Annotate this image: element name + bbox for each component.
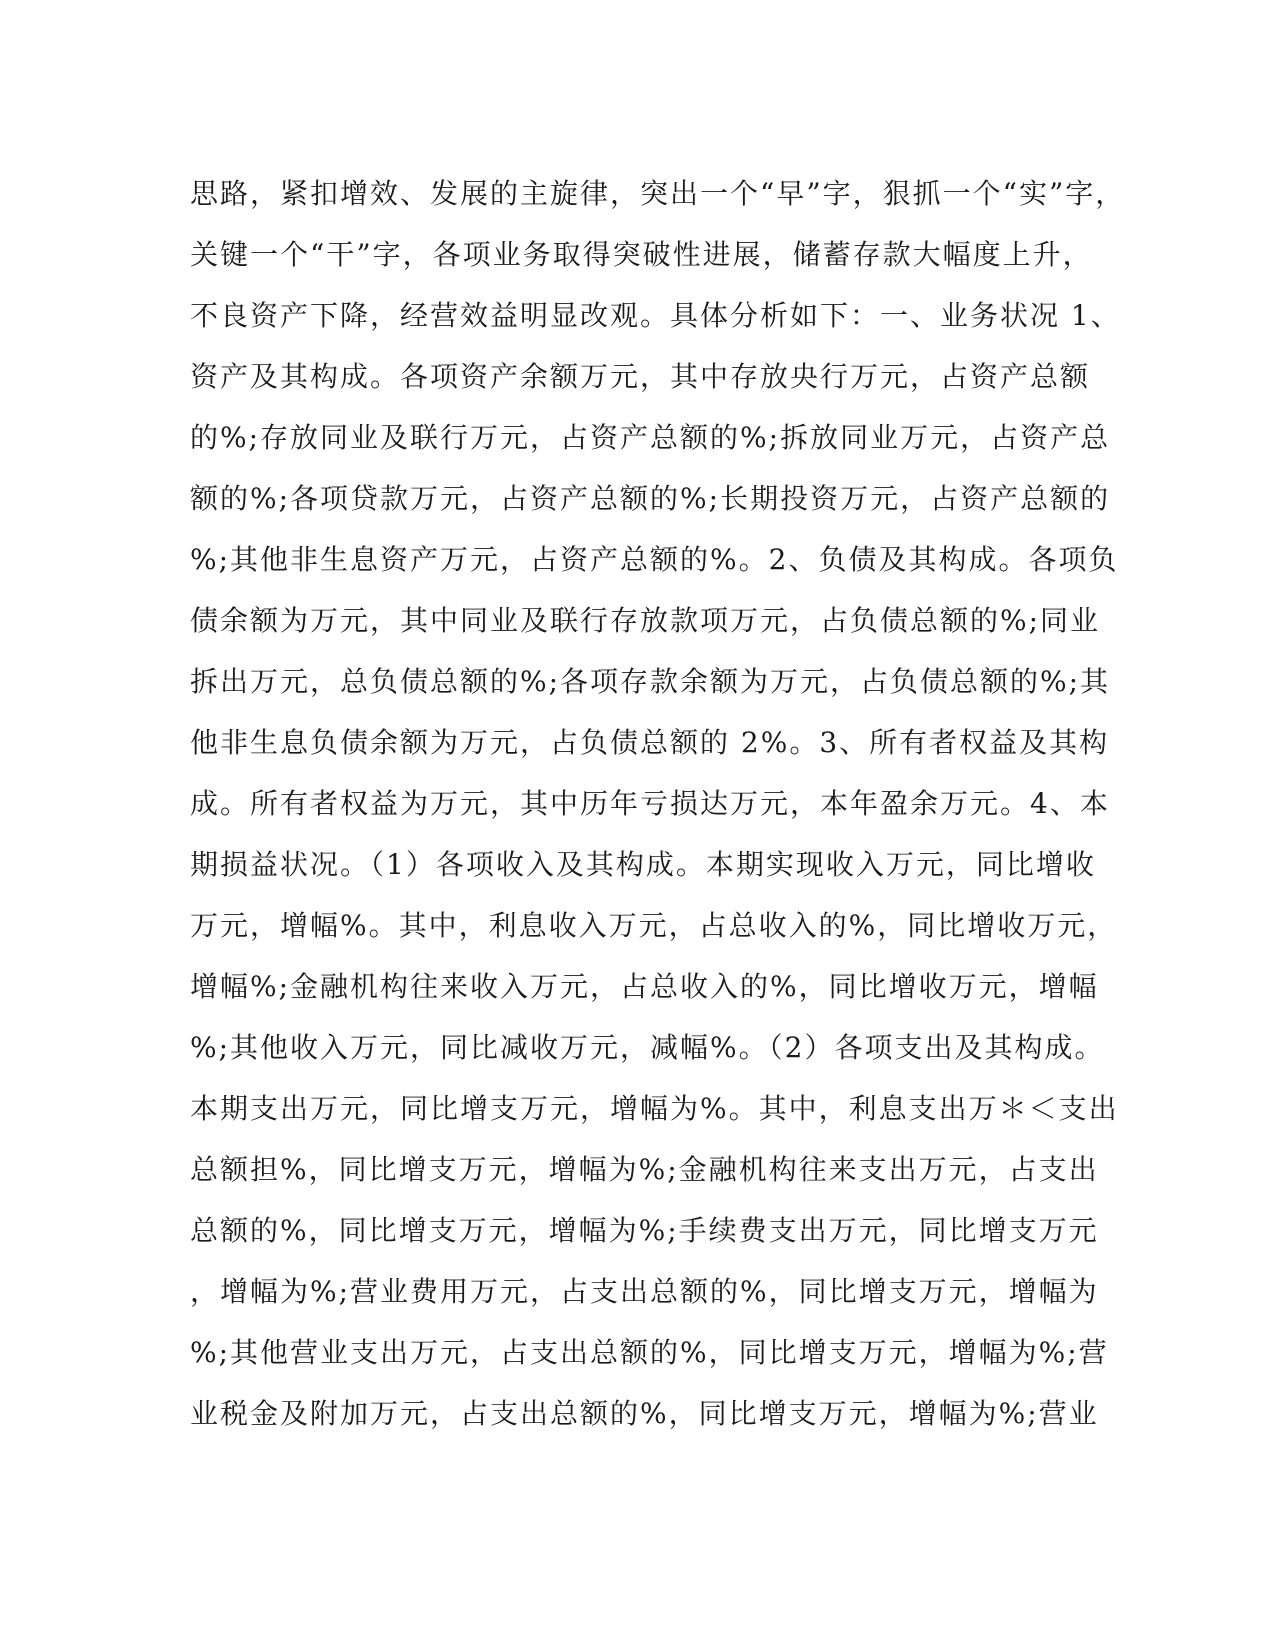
text-line: 思路，紧扣增效、发展的主旋律，突出一个“早”字，狠抓一个“实”字， — [190, 177, 1126, 210]
text-line: 债余额为万元，其中同业及联行存放款项万元，占负债总额的%;同业 — [190, 604, 1101, 637]
text-line: 的%;存放同业及联行万元，占资产总额的%;拆放同业万元，占资产总 — [190, 421, 1111, 454]
text-line: 本期支出万元，同比增支万元，增幅为%。其中，利息支出万＊＜支出 — [190, 1092, 1119, 1125]
text-line: 总额担%，同比增支万元，增幅为%;金融机构往来支出万元，占支出 — [190, 1153, 1099, 1186]
text-line: 业税金及附加万元，占支出总额的%，同比增支万元，增幅为%;营业 — [190, 1397, 1099, 1430]
text-line: 总额的%，同比增支万元，增幅为%;手续费支出万元，同比增支万元 — [190, 1214, 1099, 1247]
body-text — [190, 163, 1126, 1444]
text-line: 资产及其构成。各项资产余额万元，其中存放央行万元，占资产总额 — [190, 360, 1091, 393]
text-line: 期损益状况。（1）各项收入及其构成。本期实现收入万元，同比增收 — [190, 848, 1096, 881]
text-line: %;其他非生息资产万元，占资产总额的%。2、负债及其构成。各项负 — [190, 543, 1119, 576]
text-line: 额的%;各项贷款万元，占资产总额的%;长期投资万元，占资产总额的 — [190, 482, 1111, 515]
text-line: ，增幅为%;营业费用万元，占支出总额的%，同比增支万元，增幅为 — [190, 1275, 1099, 1308]
text-line: 拆出万元，总负债总额的%;各项存款余额为万元，占负债总额的%;其 — [190, 665, 1111, 698]
text-line: 不良资产下降，经营效益明显改观。具体分析如下：一、业务状况 1、 — [190, 299, 1121, 332]
text-line: %;其他营业支出万元，占支出总额的%，同比增支万元，增幅为%;营 — [190, 1336, 1109, 1369]
text-line: 增幅%;金融机构往来收入万元，占总收入的%，同比增收万元，增幅 — [190, 970, 1099, 1003]
text-line: 成。所有者权益为万元，其中历年亏损达万元，本年盈余万元。4、本 — [190, 787, 1110, 820]
text-line: 万元，增幅%。其中，利息收入万元，占总收入的%，同比增收万元， — [190, 909, 1118, 942]
text-line: 关键一个“干”字，各项业务取得突破性进展，储蓄存款大幅度上升， — [190, 238, 1093, 271]
text-line: 他非生息负债余额为万元，占负债总额的 2%。3、所有者权益及其构 — [190, 726, 1110, 759]
text-line: %;其他收入万元，同比减收万元，减幅%。（2）各项支出及其构成。 — [190, 1031, 1105, 1064]
